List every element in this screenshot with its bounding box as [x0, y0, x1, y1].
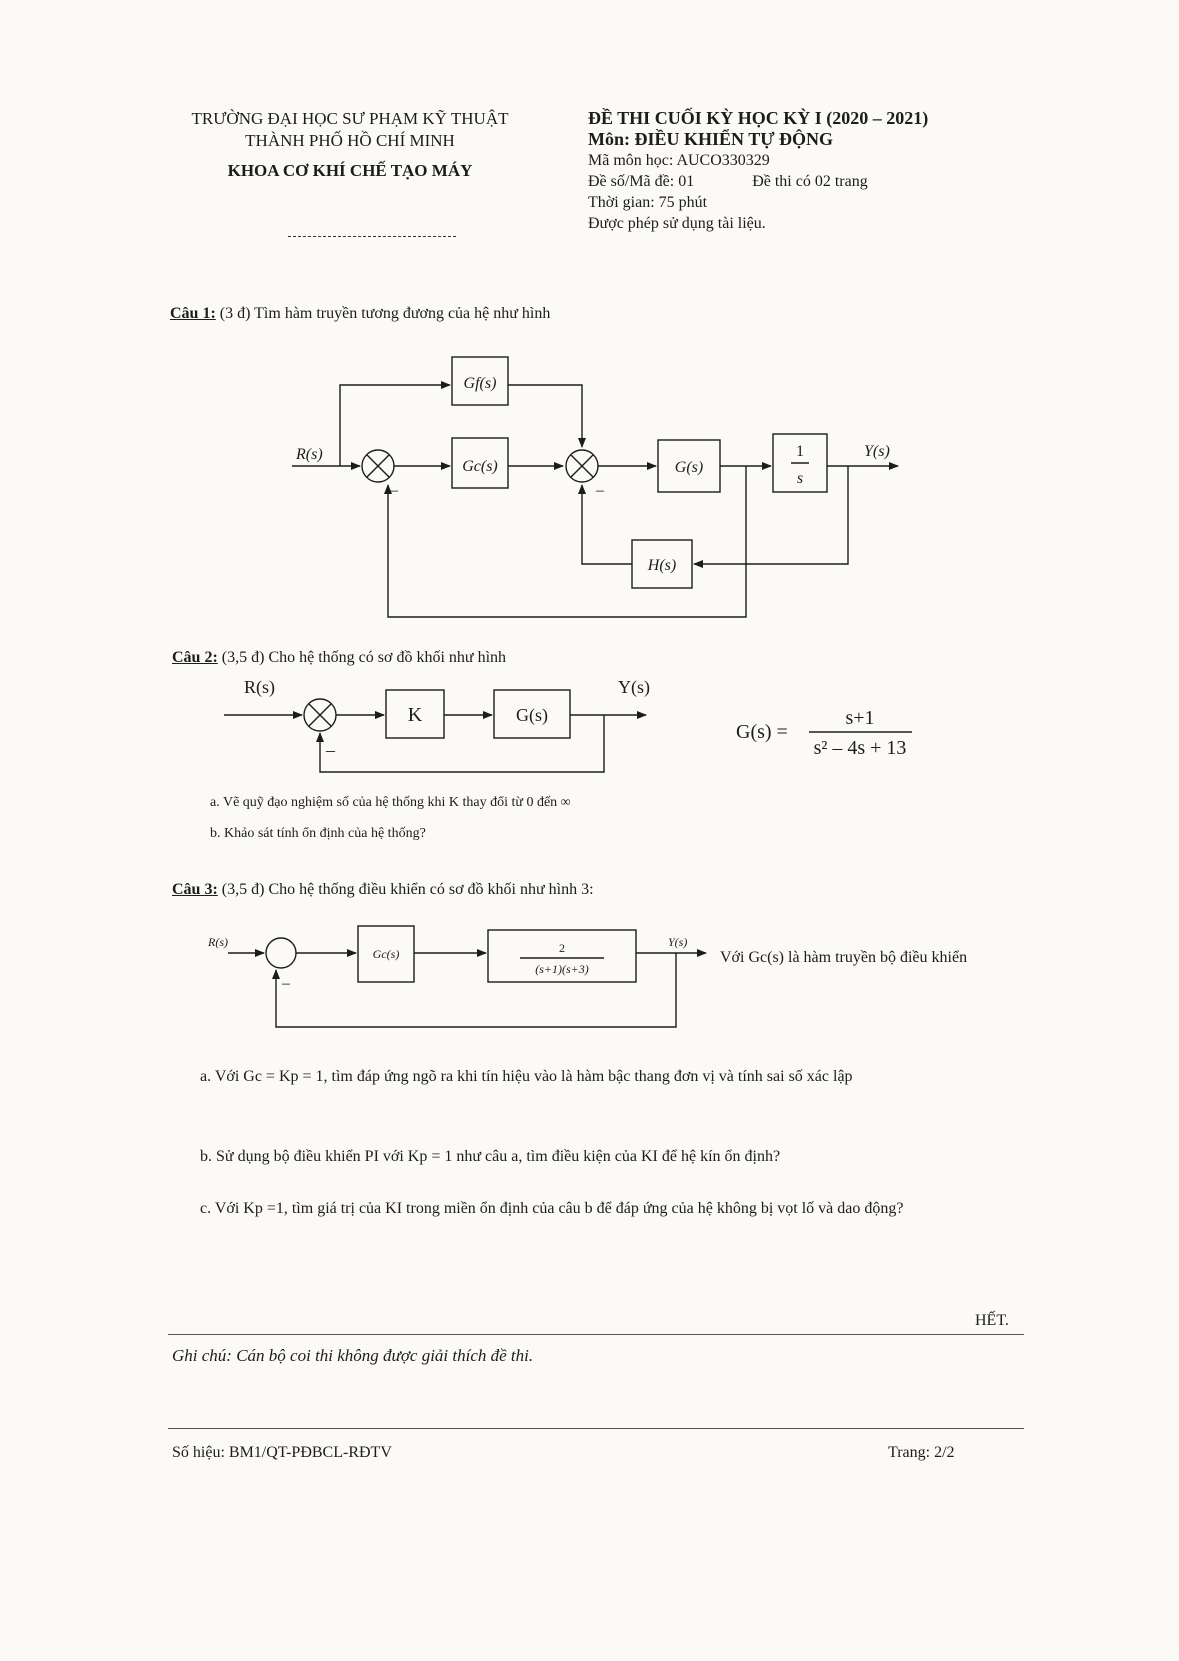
- course-code: Mã môn học: AUCO330329: [588, 152, 770, 169]
- footer-divider: [168, 1428, 1024, 1429]
- q1-gf-label: Gf(s): [463, 375, 497, 392]
- question-2-text: (3,5 đ) Cho hệ thống có sơ đồ khối như hình: [221, 649, 507, 666]
- question-3-side-text: Với Gc(s) là hàm truyền bộ điều khiển: [720, 949, 968, 966]
- question-2-item-a: a. Vẽ quỹ đạo nghiệm số của hệ thống khi K thay đổi từ 0 đến ∞: [210, 795, 571, 810]
- question-2: [172, 649, 506, 667]
- q1-input-label: R(s): [296, 446, 323, 463]
- q3-block-diagram: [228, 926, 706, 1027]
- q1-minus-1: –: [390, 482, 398, 499]
- question-2-label: Câu 2:: [172, 649, 218, 666]
- q1-h-label: H(s): [647, 557, 677, 574]
- q3-plant-num: 2: [559, 941, 565, 955]
- q1-block-diagram: [292, 357, 898, 617]
- faculty-name: KHOA CƠ KHÍ CHẾ TẠO MÁY: [227, 161, 473, 180]
- exam-duration: Thời gian: 75 phút: [588, 194, 708, 211]
- question-3-item-b: b. Sử dụng bộ điều khiển PI với Kp = 1 như câu a, tìm điều kiện của KI để hệ kín ổn định?: [200, 1148, 781, 1165]
- q3-gc-label: Gc(s): [372, 947, 400, 961]
- question-3-item-c: c. Với Kp =1, tìm giá trị của KI trong miền ổn định của câu b để đáp ứng của hệ không bị vọt lố và dao động?: [200, 1200, 904, 1217]
- q2-formula-den: s² – 4s + 13: [813, 737, 907, 759]
- question-1-text: (3 đ) Tìm hàm truyền tương đương của hệ như hình: [219, 305, 551, 322]
- q2-formula-lhs: G(s) =: [736, 721, 788, 743]
- page-count: Đề thi có 02 trang: [752, 173, 868, 190]
- page-number: Trang: 2/2: [888, 1444, 955, 1461]
- q1-minus-2: –: [596, 482, 604, 499]
- end-mark: HẾT.: [975, 1312, 1009, 1329]
- q3-output-label: Y(s): [668, 935, 688, 949]
- question-3: [172, 881, 594, 899]
- q2-g-label: G(s): [516, 705, 548, 725]
- note-divider: [168, 1334, 1024, 1335]
- question-3-label: Câu 3:: [172, 881, 218, 898]
- q3-summing-junction: [266, 938, 296, 968]
- q2-minus: –: [326, 740, 335, 760]
- exam-title: ĐỀ THI CUỐI KỲ HỌC KỲ I (2020 – 2021): [588, 108, 929, 128]
- subject-name: Môn: ĐIỀU KHIỂN TỰ ĐỘNG: [588, 129, 834, 149]
- q1-integrator-den: s: [796, 470, 804, 487]
- q1-gc-label: Gc(s): [462, 458, 498, 475]
- invigilator-note: Ghi chú: Cán bộ coi thi không được giải thích đề thi.: [172, 1346, 534, 1365]
- school-name-line1: TRƯỜNG ĐẠI HỌC SƯ PHẠM KỸ THUẬT: [191, 109, 509, 128]
- q3-minus: –: [282, 975, 290, 992]
- q3-plant-den: (s+1)(s+3): [535, 962, 589, 976]
- q1-g-label: G(s): [674, 459, 704, 476]
- q3-input-label: R(s): [208, 935, 228, 949]
- school-name-line2: THÀNH PHỐ HỒ CHÍ MINH: [245, 131, 455, 150]
- question-3-text: (3,5 đ) Cho hệ thống điều khiển có sơ đồ khối như hình 3:: [221, 881, 594, 898]
- q2-output-label: Y(s): [618, 677, 650, 697]
- question-1-label: Câu 1:: [170, 305, 216, 322]
- exam-code: Đề số/Mã đề: 01: [588, 173, 695, 190]
- q2-input-label: R(s): [244, 677, 275, 697]
- q1-output-label: Y(s): [864, 443, 890, 460]
- form-code: Số hiệu: BM1/QT-PĐBCL-RĐTV: [172, 1444, 392, 1461]
- question-2-item-b: b. Khảo sát tính ổn định của hệ thống?: [210, 826, 426, 841]
- q2-k-label: K: [407, 704, 423, 726]
- materials-allowed: Được phép sử dụng tài liệu.: [588, 215, 766, 232]
- q1-integrator-num: 1: [796, 443, 804, 460]
- question-3-item-a: a. Với Gc = Kp = 1, tìm đáp ứng ngõ ra khi tín hiệu vào là hàm bậc thang đơn vị và tính sai số xác lập: [200, 1068, 853, 1085]
- q2-formula-num: s+1: [845, 707, 875, 729]
